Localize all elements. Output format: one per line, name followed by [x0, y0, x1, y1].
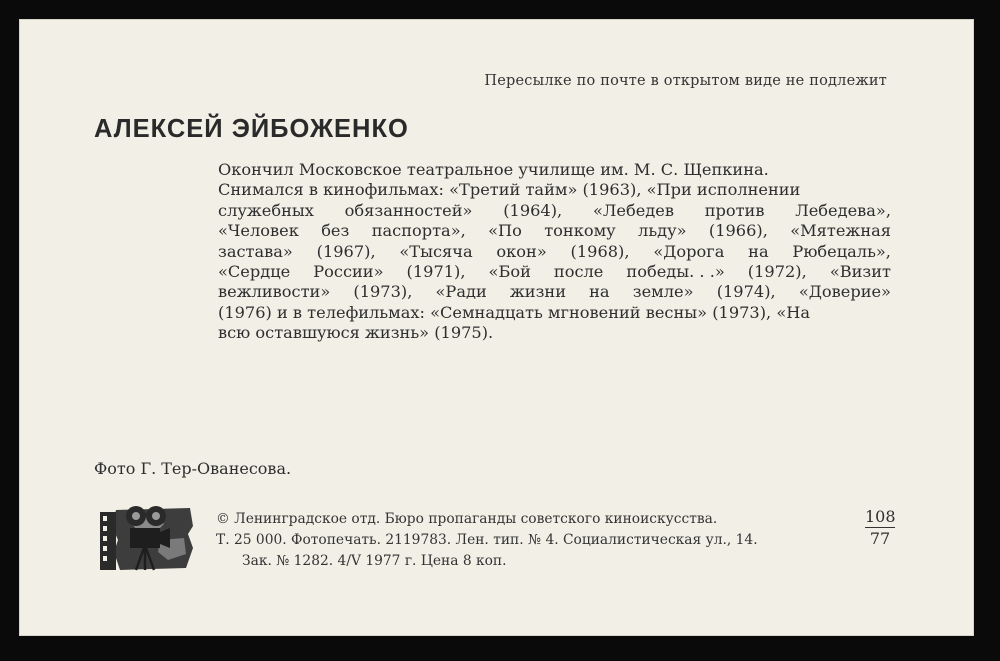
- bio-word: против: [704, 200, 765, 220]
- bio-word: Лебедева»,: [795, 200, 891, 220]
- bio-word: без: [321, 221, 350, 241]
- bio-text: всю оставшуюся жизнь» (1975).: [218, 323, 494, 343]
- film-camera-logo-icon: [98, 504, 195, 572]
- bio-word: окон»: [496, 241, 547, 261]
- bio-line: [218, 201, 891, 221]
- bio-word: «Лебедев: [592, 200, 674, 220]
- postal-notice: Пересылке по почте в открытом виде не подлежит: [484, 73, 887, 89]
- card-number-top: 108: [865, 507, 896, 526]
- bio-line: [218, 242, 891, 262]
- bio-word: льду»: [638, 221, 687, 241]
- bio-word: (1973),: [353, 282, 413, 302]
- bio-word: (1971),: [406, 261, 466, 281]
- bio-word: земле»: [632, 282, 694, 302]
- bio-line: [218, 303, 891, 323]
- imprint: [216, 509, 758, 572]
- imprint-publisher: © Ленинградское отд. Бюро пропаганды советского киноискусства.: [216, 511, 718, 527]
- bio-word: тонкому: [544, 221, 616, 241]
- bio-word: «Мятежная: [790, 221, 891, 241]
- imprint-print-run: Т. 25 000. Фотопечать. 2119783. Лен. тип. № 4. Социалистическая ул., 14.: [216, 532, 758, 548]
- bio-text: Снимался в кинофильмах: «Третий тайм» (1963), «При исполнении: [218, 180, 801, 200]
- bio-word: победы. . .»: [626, 261, 725, 281]
- bio-line: [218, 262, 891, 282]
- bio-word: «Доверие»: [798, 282, 891, 302]
- bio-word: служебных: [218, 200, 314, 220]
- bio-word: (1967),: [316, 241, 376, 261]
- bio-line: [218, 221, 891, 241]
- bio-text: (1976) и в телефильмах: «Семнадцать мгновений весны» (1973), «На: [218, 302, 811, 322]
- bio-word: обязанностей»: [344, 200, 473, 220]
- bio-word: на: [748, 241, 769, 261]
- bio-word: (1974),: [716, 282, 776, 302]
- bio-word: «По: [488, 221, 522, 241]
- bio-word: (1966),: [708, 221, 768, 241]
- bio-word: вежливости»: [218, 282, 331, 302]
- bio-word: жизни: [509, 282, 566, 302]
- bio-line: [218, 180, 891, 200]
- bio-word: Рюбецаль»,: [792, 241, 891, 261]
- bio-line: [218, 160, 891, 180]
- bio-word: (1964),: [503, 200, 563, 220]
- bio-word: застава»: [218, 241, 293, 261]
- bio-word: «Визит: [829, 261, 891, 281]
- photo-credit: Фото Г. Тер-Ованесова.: [94, 459, 292, 478]
- bio-word: на: [589, 282, 610, 302]
- card-number-year: 77: [869, 529, 891, 548]
- bio-line: [218, 323, 891, 343]
- bio-text: Окончил Московское театральное училище им. М. С. Щепкина.: [218, 160, 769, 179]
- bio-word: «Человек: [218, 221, 299, 241]
- bio-word: после: [553, 261, 604, 281]
- bio-word: паспорта»,: [371, 221, 466, 241]
- bio-word: (1968),: [570, 241, 630, 261]
- actor-name: АЛЕКСЕЙ ЭЙБОЖЕНКО: [94, 115, 409, 143]
- bio-word: России»: [313, 261, 384, 281]
- bio-word: «Дорога: [653, 241, 725, 261]
- imprint-order-price: Зак. № 1282. 4/V 1977 г. Цена 8 коп.: [242, 553, 507, 569]
- bio-line: [218, 282, 891, 302]
- bio-word: «Бой: [488, 261, 531, 281]
- biography: [218, 160, 891, 344]
- bio-word: «Сердце: [218, 261, 291, 281]
- card-number: [865, 507, 895, 550]
- bio-word: «Тысяча: [399, 241, 473, 261]
- postcard-back: [19, 19, 974, 636]
- bio-word: «Ради: [435, 282, 487, 302]
- bio-word: (1972),: [747, 261, 807, 281]
